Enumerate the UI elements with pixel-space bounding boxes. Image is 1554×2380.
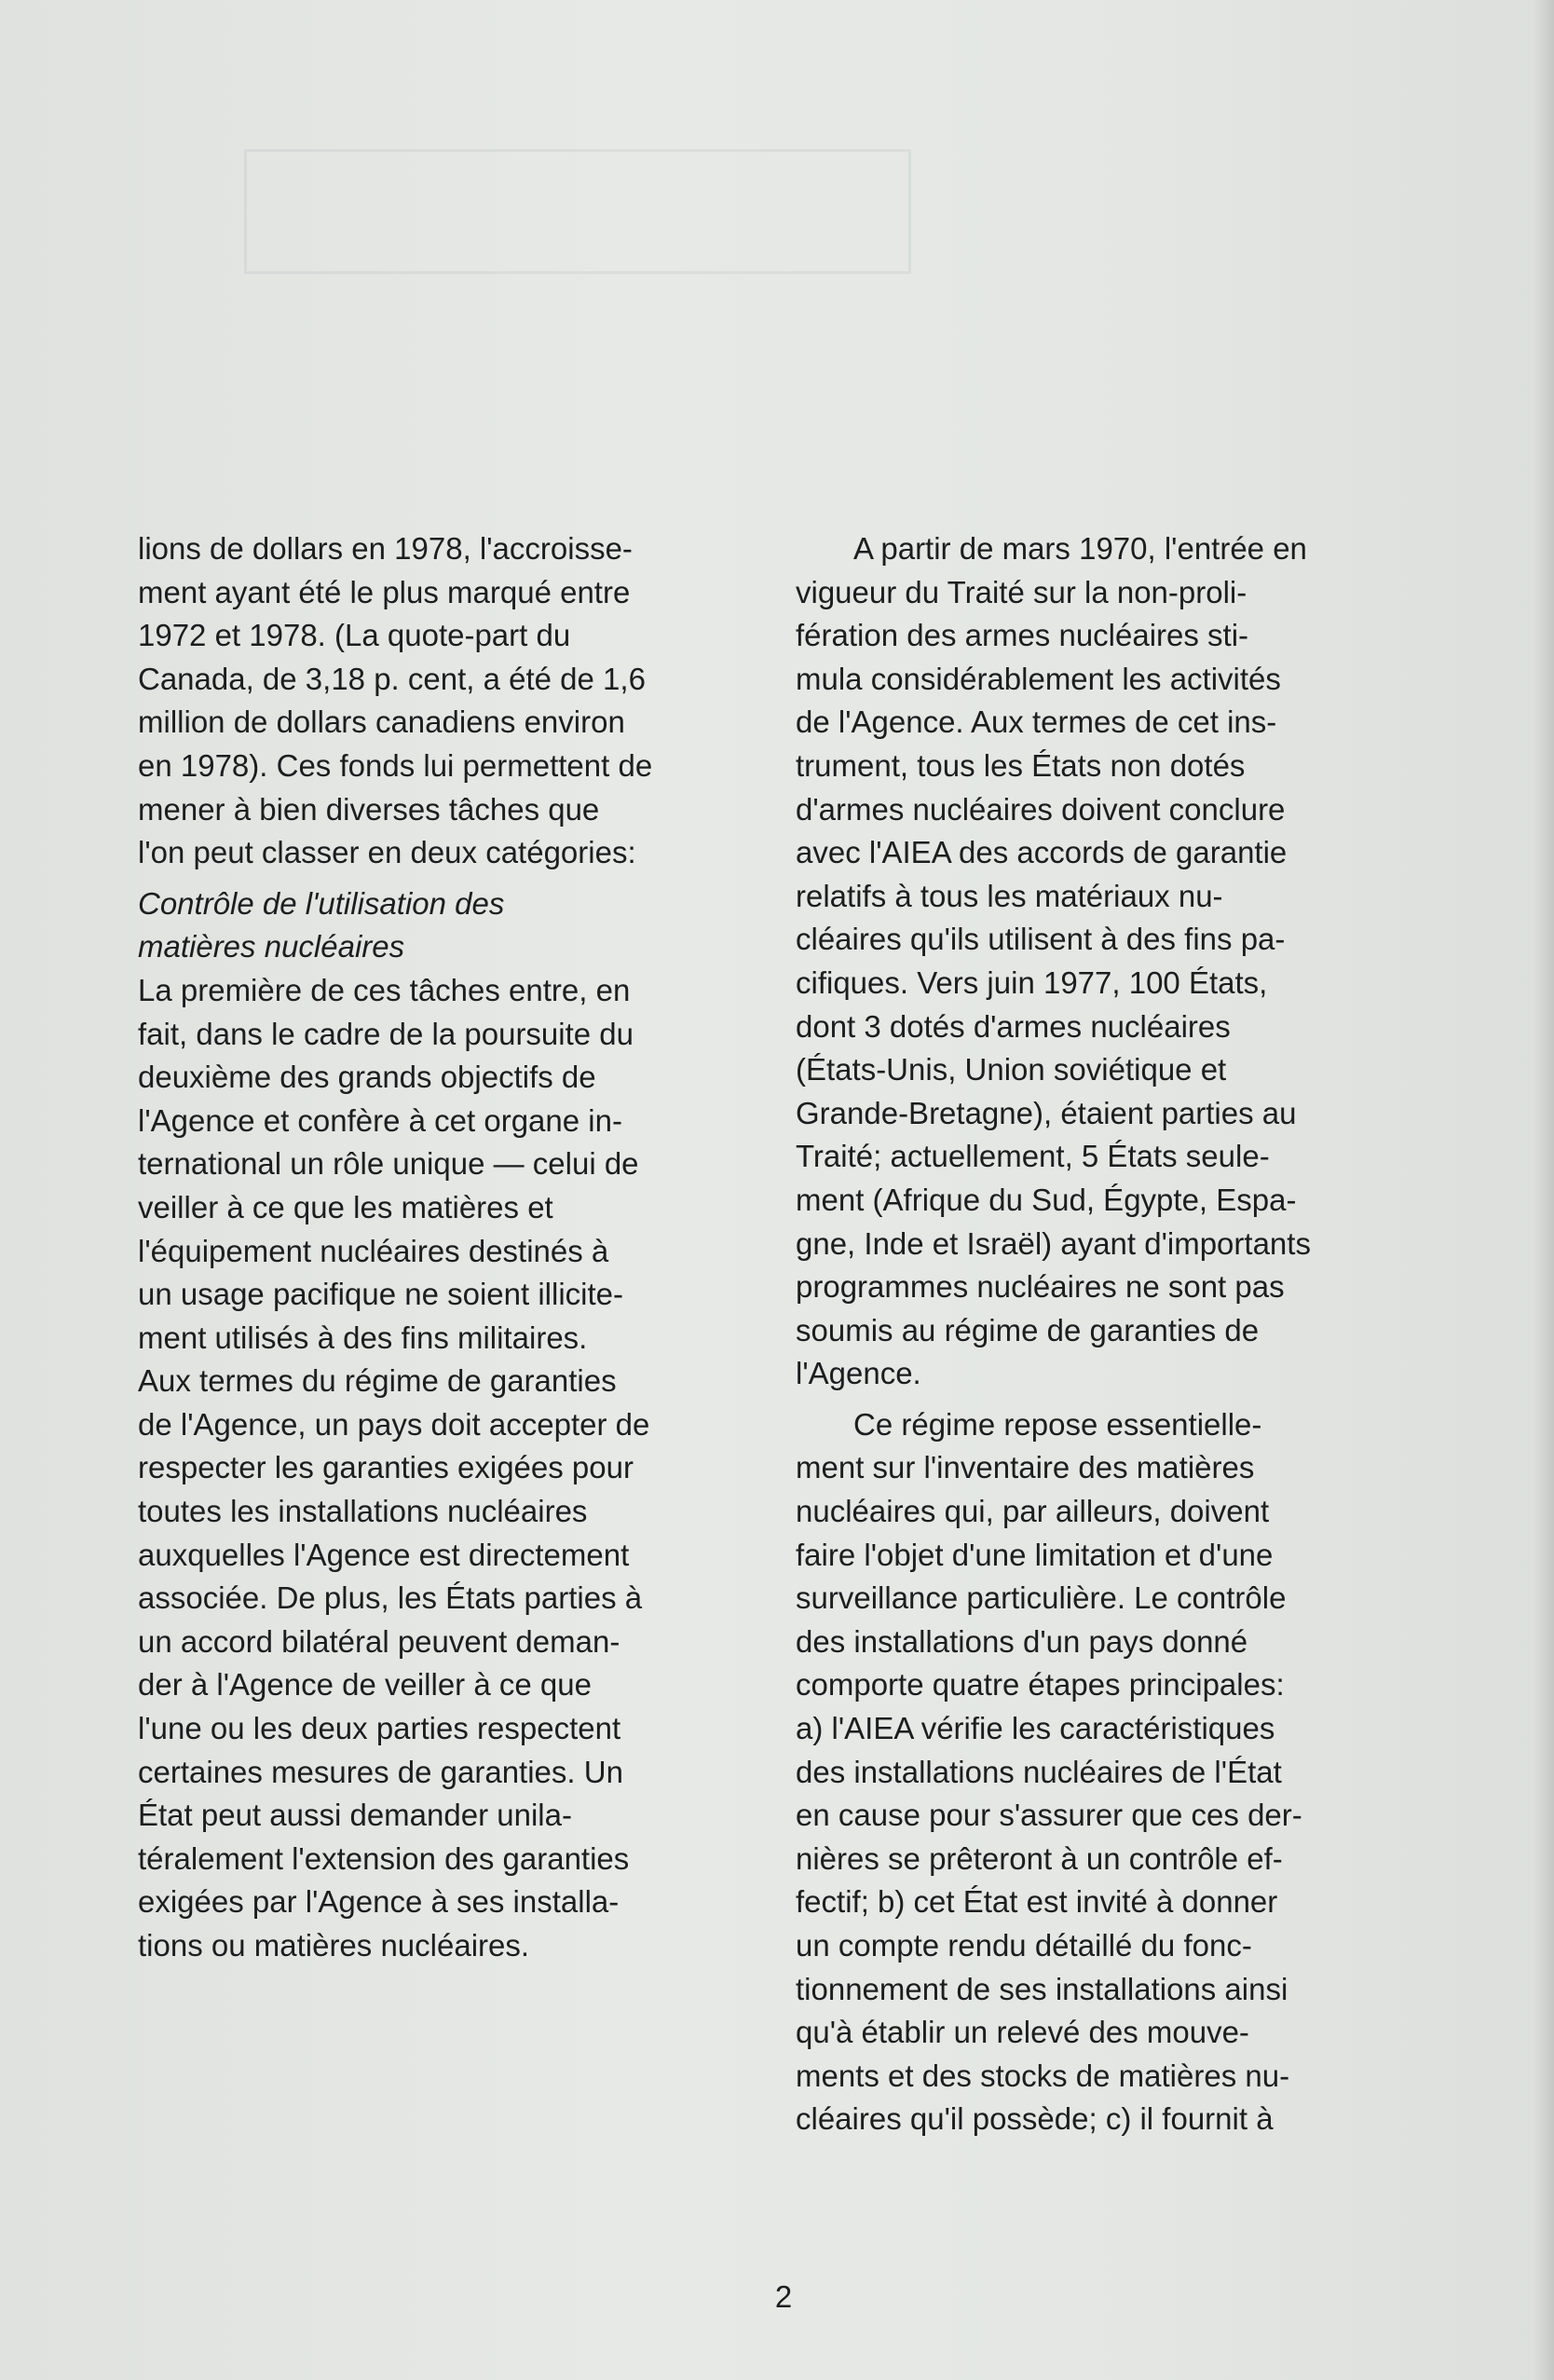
text-line: 1972 et 1978. (La quote-part du bbox=[138, 618, 571, 653]
text-line: (États-Unis, Union soviétique et bbox=[796, 1052, 1227, 1087]
text-line: a) l'AIEA vérifie les caractéristiques bbox=[796, 1711, 1275, 1746]
text-line: ments et des stocks de matières nu- bbox=[796, 2058, 1290, 2093]
text-line: million de dollars canadiens environ bbox=[138, 704, 625, 740]
text-line: Ce régime repose essentielle- bbox=[853, 1406, 1262, 1442]
paragraph-spacer bbox=[796, 1396, 1411, 1403]
text-line: tionnement de ses installations ainsi bbox=[796, 1971, 1288, 2006]
left-column bbox=[138, 527, 771, 1968]
text-line: téralement l'extension des garanties bbox=[138, 1840, 630, 1876]
text-line: mener à bien diverses tâches que bbox=[138, 791, 600, 827]
paragraph-budget bbox=[138, 527, 771, 875]
text-line: Canada, de 3,18 p. cent, a été de 1,6 bbox=[138, 661, 646, 696]
text-line: auxquelles l'Agence est directement bbox=[138, 1537, 630, 1572]
text-line: cléaires qu'il possède; c) il fournit à bbox=[796, 2101, 1274, 2137]
text-line: ternational un rôle unique — celui de bbox=[138, 1146, 639, 1182]
text-line: État peut aussi demander unila- bbox=[138, 1798, 572, 1833]
text-line: vigueur du Traité sur la non-proli- bbox=[796, 574, 1247, 609]
text-line: deuxième des grands objectifs de bbox=[138, 1060, 596, 1095]
text-line: mula considérablement les activités bbox=[796, 661, 1281, 696]
text-line: un accord bilatéral peuvent deman- bbox=[138, 1623, 620, 1659]
text-line: veiller à ce que les matières et bbox=[138, 1189, 553, 1224]
text-line: dont 3 dotés d'armes nucléaires bbox=[796, 1008, 1231, 1044]
text-line: cléaires qu'ils utilisent à des fins pa- bbox=[796, 922, 1286, 957]
paragraph-spacer bbox=[138, 875, 771, 882]
text-line: cifiques. Vers juin 1977, 100 États, bbox=[796, 964, 1268, 1000]
text-line: l'une ou les deux parties respectent bbox=[138, 1711, 621, 1746]
text-line: programmes nucléaires ne sont pas bbox=[796, 1269, 1285, 1305]
right-column bbox=[796, 527, 1411, 2141]
paragraph-safeguards bbox=[138, 969, 771, 1968]
text-line: fectif; b) cet État est invité à donner bbox=[796, 1884, 1278, 1920]
text-line: l'équipement nucléaires destinés à bbox=[138, 1233, 609, 1268]
text-line: A partir de mars 1970, l'entrée en bbox=[853, 531, 1307, 566]
text-line: l'Agence et confère à cet organe in- bbox=[138, 1102, 622, 1138]
text-line: Grande-Bretagne), étaient parties au bbox=[796, 1095, 1297, 1130]
text-line: l'Agence. bbox=[796, 1356, 921, 1391]
text-line: ment ayant été le plus marqué entre bbox=[138, 574, 631, 609]
text-line: der à l'Agence de veiller à ce que bbox=[138, 1667, 592, 1703]
text-line: lions de dollars en 1978, l'accroisse- bbox=[138, 531, 633, 566]
faint-stamp-mark bbox=[244, 149, 911, 274]
paragraph-treaty bbox=[796, 527, 1411, 1396]
text-line: exigées par l'Agence à ses installa- bbox=[138, 1884, 620, 1920]
text-line: fération des armes nucléaires sti- bbox=[796, 618, 1249, 653]
text-line: tions ou matières nucléaires. bbox=[138, 1928, 530, 1963]
section-heading bbox=[138, 882, 771, 969]
text-line: des installations d'un pays donné bbox=[796, 1623, 1248, 1659]
text-line: d'armes nucléaires doivent conclure bbox=[796, 791, 1286, 827]
text-line: de l'Agence. Aux termes de cet ins- bbox=[796, 704, 1277, 740]
heading-line: matières nucléaires bbox=[138, 929, 405, 964]
text-line: fait, dans le cadre de la poursuite du bbox=[138, 1016, 634, 1051]
text-line: nucléaires qui, par ailleurs, doivent bbox=[796, 1494, 1270, 1529]
text-line: un compte rendu détaillé du fonc- bbox=[796, 1928, 1252, 1963]
text-line: gne, Inde et Israël) ayant d'importants bbox=[796, 1225, 1311, 1261]
text-line: nières se prêteront à un contrôle ef- bbox=[796, 1840, 1283, 1876]
heading-line: Contrôle de l'utilisation des bbox=[138, 885, 505, 921]
text-line: respecter les garanties exigées pour bbox=[138, 1450, 634, 1485]
paragraph-regime bbox=[796, 1403, 1411, 2141]
text-line: qu'à établir un relevé des mouve- bbox=[796, 2015, 1249, 2050]
text-line: Traité; actuellement, 5 États seule- bbox=[796, 1139, 1270, 1174]
text-line: ment sur l'inventaire des matières bbox=[796, 1450, 1255, 1485]
page-number: 2 bbox=[774, 2279, 793, 2314]
text-line: l'on peut classer en deux catégories: bbox=[138, 835, 636, 870]
text-line: en cause pour s'assurer que ces der- bbox=[796, 1798, 1302, 1833]
text-line: un usage pacifique ne soient illicite- bbox=[138, 1277, 623, 1312]
text-line: soumis au régime de garanties de bbox=[796, 1312, 1260, 1347]
text-line: trument, tous les États non dotés bbox=[796, 747, 1246, 783]
text-line: de l'Agence, un pays doit accepter de bbox=[138, 1406, 650, 1442]
text-line: ment utilisés à des fins militaires. bbox=[138, 1320, 588, 1355]
text-line: comporte quatre étapes principales: bbox=[796, 1667, 1285, 1703]
text-line: des installations nucléaires de l'État bbox=[796, 1754, 1282, 1789]
text-line: Aux termes du régime de garanties bbox=[138, 1363, 617, 1399]
text-line: avec l'AIEA des accords de garantie bbox=[796, 835, 1288, 870]
text-line: certaines mesures de garanties. Un bbox=[138, 1754, 623, 1789]
text-line: associée. De plus, les États parties à bbox=[138, 1580, 643, 1616]
text-line: en 1978). Ces fonds lui permettent de bbox=[138, 747, 653, 783]
text-line: toutes les installations nucléaires bbox=[138, 1494, 588, 1529]
text-line: surveillance particulière. Le contrôle bbox=[796, 1580, 1287, 1616]
text-line: relatifs à tous les matériaux nu- bbox=[796, 878, 1223, 913]
text-line: ment (Afrique du Sud, Égypte, Espa- bbox=[796, 1182, 1297, 1217]
page-edge-shadow bbox=[1534, 0, 1554, 2380]
text-line: faire l'objet d'une limitation et d'une bbox=[796, 1537, 1274, 1572]
text-line: La première de ces tâches entre, en bbox=[138, 972, 631, 1007]
